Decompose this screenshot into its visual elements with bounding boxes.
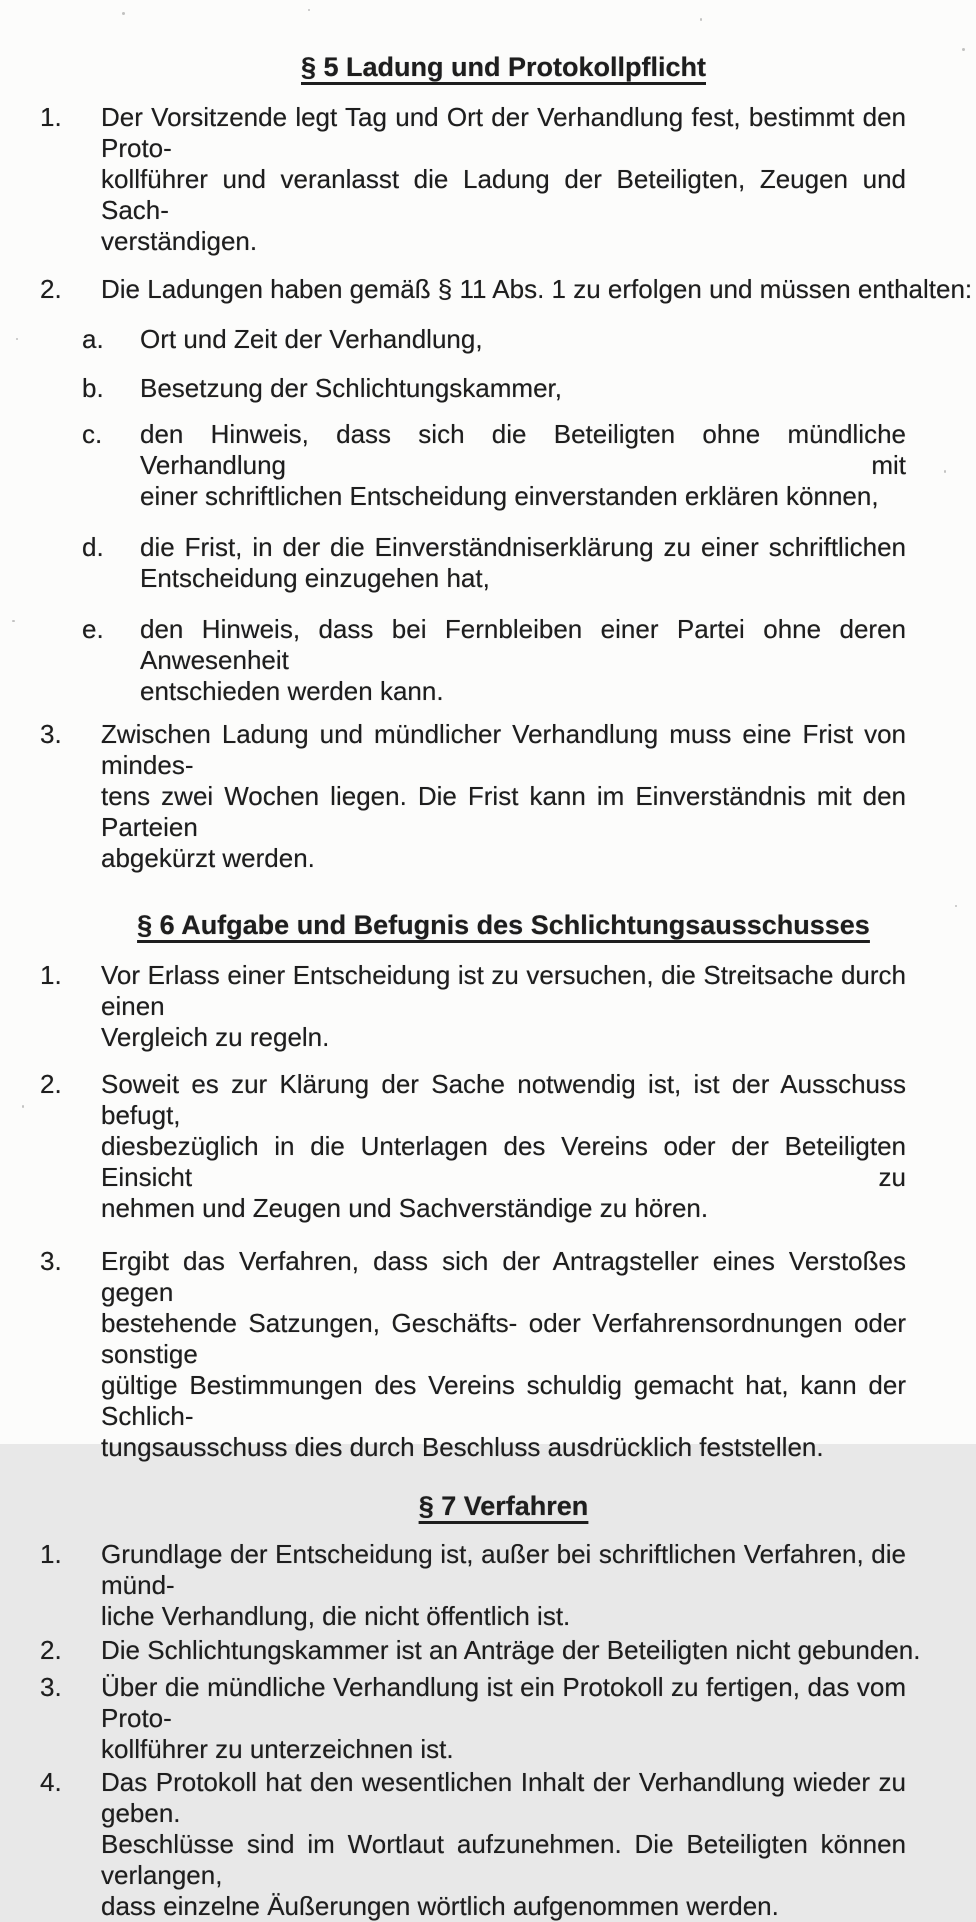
list-item-7-4 (40, 1767, 906, 1922)
text-line: Das Protokoll hat den wesentlichen Inhalt der Verhandlung wieder zu geben. (101, 1767, 906, 1828)
text-line: Die Ladungen haben gemäß § 11 Abs. 1 zu erfolgen und müssen enthalten: (101, 274, 973, 304)
item-body (140, 324, 906, 355)
item-number: 2. (40, 1069, 62, 1099)
scan-speck (308, 9, 310, 11)
sub-item-letter: c. (82, 419, 103, 449)
text-line: Der Vorsitzende legt Tag und Ort der Verhandlung fest, bestimmt den Proto- (101, 102, 906, 163)
section-6-heading-text: § 6 Aufgabe und Befugnis des Schlichtungsausschusses (137, 910, 870, 940)
sub-list-item-d (40, 532, 906, 594)
section-5-heading (101, 50, 906, 84)
scan-speck (700, 18, 702, 21)
text-line: verständigen. (101, 226, 258, 256)
section-7-heading (101, 1489, 906, 1523)
sub-list-item-b (40, 373, 906, 404)
text-line: Vor Erlass einer Entscheidung ist zu versuchen, die Streitsache durch einen (101, 960, 906, 1021)
text-line: bestehende Satzungen, Geschäfts- oder Verfahrensordnungen oder sonstige (101, 1308, 906, 1369)
section-5-heading-text: § 5 Ladung und Protokollpflicht (301, 52, 706, 82)
text-line: tens zwei Wochen liegen. Die Frist kann im Einverständnis mit den Parteien (101, 781, 906, 842)
text-line: den Hinweis, dass bei Fernbleiben einer Partei ohne deren Anwesenheit (140, 614, 906, 675)
item-body (140, 532, 906, 594)
sub-item-letter: d. (82, 532, 104, 562)
sub-item-letter: e. (82, 614, 104, 644)
text-line: einer schriftlichen Entscheidung einverstanden erklären können, (140, 481, 879, 511)
item-body (101, 1767, 906, 1922)
list-item-6-2 (40, 1069, 906, 1224)
text-line: Zwischen Ladung und mündlicher Verhandlung muss eine Frist von mindes- (101, 719, 906, 780)
item-number: 3. (40, 1672, 62, 1702)
text-line: nehmen und Zeugen und Sachverständige zu hören. (101, 1193, 709, 1223)
text-line: abgekürzt werden. (101, 843, 315, 873)
text-line: dass einzelne Äußerungen wörtlich aufgenommen werden. (101, 1891, 779, 1921)
item-number: 1. (40, 960, 62, 990)
text-line: entschieden werden kann. (140, 676, 444, 706)
item-body (101, 1635, 921, 1666)
text-line: Grundlage der Entscheidung ist, außer bei schriftlichen Verfahren, die münd- (101, 1539, 906, 1600)
scan-speck (955, 905, 957, 907)
text-line: tungsausschuss dies durch Beschluss ausdrücklich feststellen. (101, 1432, 824, 1462)
list-item-7-1 (40, 1539, 906, 1632)
item-body (101, 1069, 906, 1224)
text-line: liche Verhandlung, die nicht öffentlich ist. (101, 1601, 571, 1631)
item-number: 2. (40, 274, 62, 304)
item-number: 1. (40, 1539, 62, 1569)
section-7-heading-text: § 7 Verfahren (418, 1491, 589, 1521)
text-line: Ort und Zeit der Verhandlung, (140, 324, 483, 354)
text-line: Beschlüsse sind im Wortlaut aufzunehmen. Die Beteiligten können verlangen, (101, 1829, 906, 1890)
text-line: Soweit es zur Klärung der Sache notwendig ist, ist der Ausschuss befugt, (101, 1069, 906, 1130)
sub-list-item-c (40, 419, 906, 512)
text-line: kollführer und veranlasst die Ladung der Beteiligten, Zeugen und Sach- (101, 164, 906, 225)
text-line: Über die mündliche Verhandlung ist ein Protokoll zu fertigen, das vom Proto- (101, 1672, 906, 1733)
item-body (101, 960, 906, 1053)
scan-speck (122, 12, 125, 15)
item-body (101, 102, 906, 257)
item-body (140, 419, 906, 512)
item-body (101, 1246, 906, 1463)
text-line: Entscheidung einzugehen hat, (140, 563, 490, 593)
item-body (140, 614, 906, 707)
sub-list-item-e (40, 614, 906, 707)
list-item-7-2 (40, 1635, 921, 1666)
item-body (101, 719, 906, 874)
text-line: Besetzung der Schlichtungskammer, (140, 373, 562, 403)
item-number: 1. (40, 102, 62, 132)
scan-speck (16, 338, 18, 340)
item-body (101, 1672, 906, 1765)
sub-list-item-a (40, 324, 906, 355)
text-line: diesbezüglich in die Unterlagen des Vereins oder der Beteiligten Einsicht zu (101, 1131, 906, 1192)
item-number: 3. (40, 1246, 62, 1276)
item-number: 4. (40, 1767, 62, 1797)
scan-speck (944, 470, 946, 473)
list-item-6-3 (40, 1246, 906, 1463)
section-6-heading (101, 908, 906, 942)
text-line: kollführer zu unterzeichnen ist. (101, 1734, 454, 1764)
item-number: 2. (40, 1635, 62, 1665)
item-body (140, 373, 906, 404)
list-item-6-1 (40, 960, 906, 1053)
sub-item-letter: a. (82, 324, 104, 354)
scan-speck (527, 1260, 529, 1262)
list-item-5-1 (40, 102, 906, 257)
text-line: den Hinweis, dass sich die Beteiligten ohne mündliche Verhandlung mit (140, 419, 906, 480)
list-item-5-2 (40, 274, 973, 305)
text-line: die Frist, in der die Einverständniserklärung zu einer schriftlichen (140, 532, 906, 562)
scan-speck (12, 620, 15, 622)
item-body (101, 274, 973, 305)
scan-speck (962, 48, 965, 51)
text-line: gültige Bestimmungen des Vereins schuldig gemacht hat, kann der Schlich- (101, 1370, 906, 1431)
text-line: Ergibt das Verfahren, dass sich der Antragsteller eines Verstoßes gegen (101, 1246, 906, 1307)
text-line: Vergleich zu regeln. (101, 1022, 330, 1052)
list-item-5-3 (40, 719, 906, 874)
document-content (40, 50, 973, 1922)
item-body (101, 1539, 906, 1632)
text-line: Die Schlichtungskammer ist an Anträge der Beteiligten nicht gebunden. (101, 1635, 921, 1665)
scan-speck (22, 1105, 24, 1108)
list-item-7-3 (40, 1672, 906, 1765)
sub-item-letter: b. (82, 373, 104, 403)
item-number: 3. (40, 719, 62, 749)
